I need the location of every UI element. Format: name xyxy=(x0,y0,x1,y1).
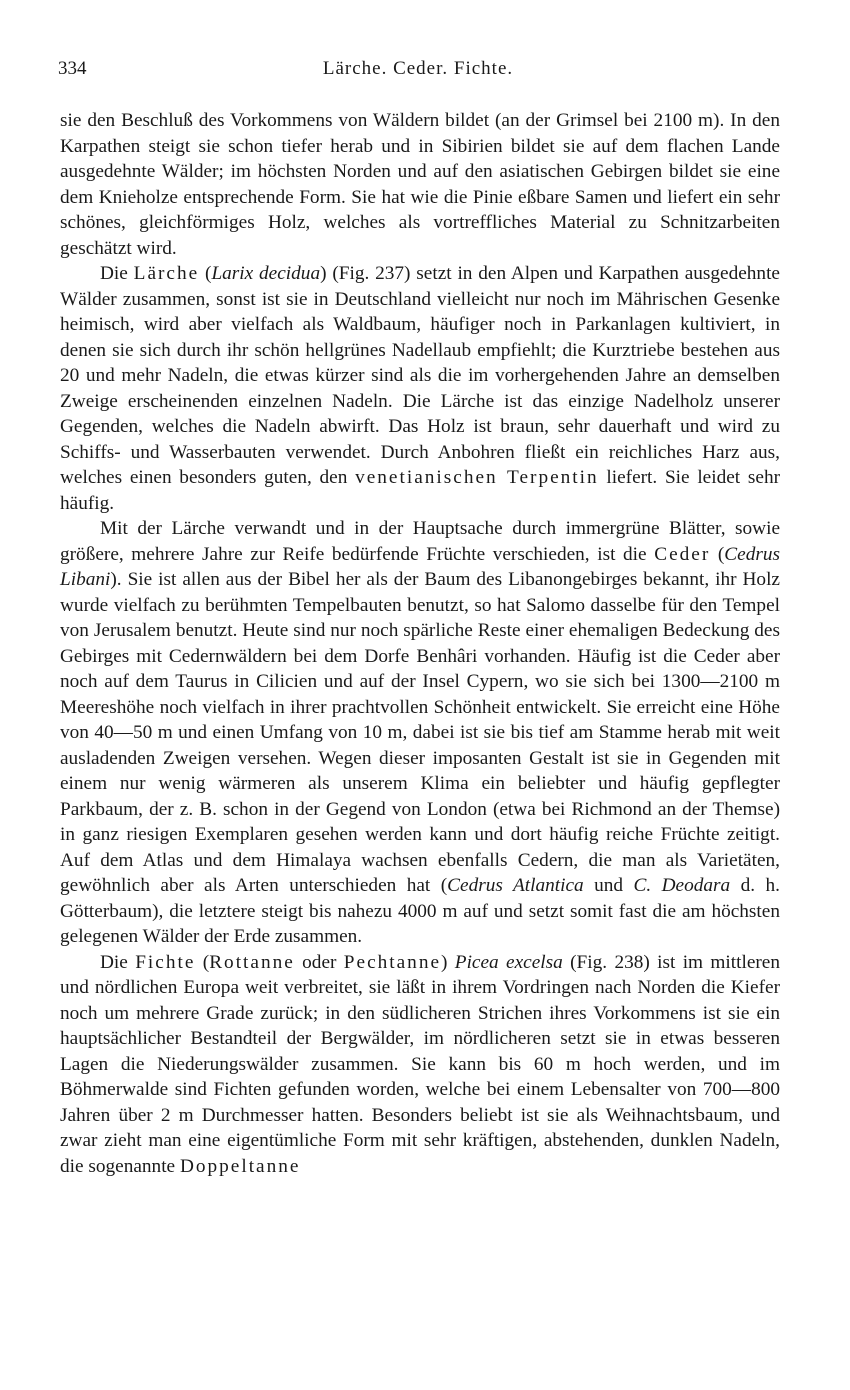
emphasized-term: Fichte xyxy=(135,951,196,973)
page-number: 334 xyxy=(58,58,87,79)
text-run: ( xyxy=(710,543,725,565)
emphasized-term: Doppeltanne xyxy=(179,1155,301,1177)
paragraph xyxy=(60,950,780,1180)
emphasized-term: Ceder xyxy=(654,543,711,565)
paragraph xyxy=(60,516,780,950)
text-run: Die xyxy=(100,951,136,973)
emphasized-term: Rottanne xyxy=(209,951,295,973)
text-run: sie den Beschluß des Vorkommens von Wäldern bildet (an der Grimsel bei 2100 m). In den Karpathen steigt sie schon tiefer herab und in Sibirien bildet sie auf dem flachen Lande ausgedehnte Wälder; im höchsten Norden und auf den asiatischen Gebirgen bildet sie eine dem Knieholze entsprechende Form. Sie hat wie die Pinie eßbare Samen und liefert ein sehr schönes, gleichförmiges Holz, welches als vortreffliches Material zu Schnitzarbeiten geschätzt wird. xyxy=(60,110,780,259)
emphasized-term: venetianischen Terpentin xyxy=(355,467,599,488)
text-run: und xyxy=(583,875,634,896)
paragraph xyxy=(60,261,780,516)
emphasized-term: Pechtanne xyxy=(343,951,442,973)
text-run: ( xyxy=(195,951,210,973)
text-run: ) (Fig. 237) setzt in den Alpen und Karpathen ausgedehnte Wälder zusammen, sonst ist sie in Deutschland vielleicht nur noch im Mährischen Gesenke heimisch, wird aber vielfach als Waldbaum, häufiger noch in Parkanlagen kultiviert, in denen sie sich durch ihr schön hellgrünes Nadellaub empfiehlt; die Kurztriebe bestehen aus 20 und mehr Nadeln, die etwas kürzer sind als die im vorhergehenden Jahre an demselben Zweige erscheinenden einzelnen Nadeln. Die Lärche ist das einzige Nadelholz unserer Gegenden, welches die Nadeln abwirft. Das Holz ist braun, sehr dauerhaft und wird zu Schiffs- und Wasserbauten verwendet. Durch Anbohren fließt ein reichliches Harz aus, welches einen besonders guten, den xyxy=(60,263,780,488)
page-header xyxy=(58,58,778,88)
text-run: oder xyxy=(294,951,344,973)
latin-name: Cedrus Libani xyxy=(60,543,780,590)
text-run: ) xyxy=(441,951,455,973)
emphasized-term: Lärche xyxy=(133,263,200,284)
text-run: Die xyxy=(100,263,134,284)
text-run: ). Sie ist allen aus der Bibel her als der Baum des Libanongebirges bekannt, ihr Holz wurde vielfach zu berühmten Tempelbauten benutzt, so hat Salomo dasselbe für den Tempel von Jerusalem benutzt. Heute sind nur noch spärliche Reste einer ehemaligen Bedeckung des Gebirges mit Cedernwäldern bei dem Dorfe Benhâri vorhanden. Häufig ist die Ceder aber noch auf dem Taurus in Cilicien und auf der Insel Cypern, wo sie sich bei 1300—2100 m Meereshöhe noch vielfach in ihrer prachtvollen Schönheit entwickelt. Sie erreicht eine Höhe von 40—50 m und einen Umfang von 10 m, dabei ist sie bis tief am Stamme herab mit weit ausladenden Zweigen versehen. Wegen dieser imposanten Gestalt ist sie in Gegenden mit einem nur wenig wärmeren als unserem Klima ein beliebter und häufig gepflegter Parkbaum, der z. B. schon in der Gegend von London (etwa bei Richmond an der Themse) in ganz riesigen Exemplaren gesehen werden kann und dort häufig reiche Früchte zeitigt. Auf dem Atlas und dem Himalaya wachsen ebenfalls Cedern, die man als Varietäten, gewöhnlich aber als Arten unterschieden hat ( xyxy=(60,569,780,896)
latin-name: Picea excelsa xyxy=(454,951,563,973)
latin-name: C. Deodara xyxy=(633,875,731,896)
text-run: d. h. Götterbaum), die letztere steigt bis nahezu 4000 m auf und setzt somit fast die am höchsten gelegenen Wälder der Erde zusammen. xyxy=(60,875,780,947)
text-run: Mit der Lärche verwandt und in der Hauptsache durch immergrüne Blätter, sowie größere, mehrere Jahre zur Reife bedürfende Früchte verschieden, ist die xyxy=(60,518,780,565)
running-head: Lärche. Ceder. Fichte. xyxy=(322,58,514,79)
paragraph xyxy=(60,108,780,261)
text-run: ( xyxy=(199,263,212,284)
latin-name: Cedrus Atlantica xyxy=(447,875,584,896)
latin-name: Larix decidua xyxy=(211,263,321,284)
text-run: (Fig. 238) ist im mittleren und nördlichen Europa weit verbreitet, sie läßt in ihrem Vordringen nach Norden die Kiefer noch um mehrere Grade zurück; in den südlicheren Strichen ihres Vorkommens ist sie ein hauptsächlicher Bestandteil der Bergwälder, im nördlicheren setzt sie in etwas besseren Lagen die Niederungswälder zusammen. Sie kann bis 60 m hoch werden, und im Böhmerwalde sind Fichten gefunden worden, welche bei einem Lebensalter von 700—800 Jahren über 2 m Durchmesser hatten. Besonders beliebt ist sie als Weihnachtsbaum, und zwar zieht man eine eigentümliche Form mit sehr kräftigen, abstehenden, dunklen Nadeln, die sogenannte xyxy=(60,951,781,1177)
body-text xyxy=(60,108,780,1179)
text-run: liefert. Sie leidet sehr häufig. xyxy=(60,467,780,514)
